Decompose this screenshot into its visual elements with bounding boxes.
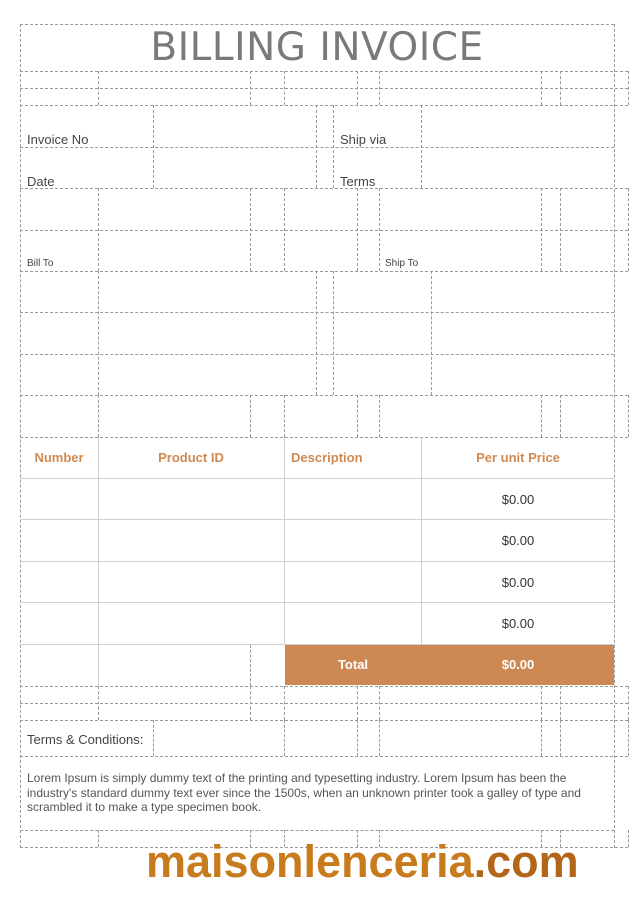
brand-name: maisonlenceria bbox=[146, 836, 474, 887]
terms-text: Lorem Ipsum is simply dummy text of the printing and typesetting industry. Lorem Ipsum has been the industry's standard dummy text ever since the 1500s, when an unknown printer took a galley of type and scrambled it to make a type specimen book. bbox=[27, 771, 581, 814]
invoice-no-field[interactable] bbox=[154, 106, 316, 147]
total-label: Total bbox=[337, 657, 369, 672]
price-cell[interactable]: $0.00 bbox=[501, 492, 535, 507]
header-number: Number bbox=[34, 450, 84, 465]
date-label: Date bbox=[27, 174, 55, 189]
price-cell[interactable]: $0.00 bbox=[501, 575, 535, 590]
brand-suffix: .com bbox=[473, 836, 579, 887]
header-unit-price: Per unit Price bbox=[476, 450, 560, 465]
price-cell[interactable]: $0.00 bbox=[501, 533, 535, 548]
brand-watermark bbox=[146, 836, 579, 888]
header-description: Description bbox=[291, 450, 363, 465]
terms-field[interactable] bbox=[422, 148, 614, 188]
ship-via-label: Ship via bbox=[340, 132, 387, 147]
invoice-no-label: Invoice No bbox=[27, 132, 89, 147]
total-value: $0.00 bbox=[501, 657, 535, 672]
ship-via-field[interactable] bbox=[422, 106, 614, 147]
terms-label: Terms bbox=[340, 174, 376, 189]
header-product-id: Product ID bbox=[158, 450, 224, 465]
invoice-title: BILLING INVOICE bbox=[150, 25, 484, 70]
bill-to-label: Bill To bbox=[27, 258, 54, 269]
date-field[interactable] bbox=[154, 148, 316, 188]
price-cell[interactable]: $0.00 bbox=[501, 616, 535, 631]
terms-conditions-label: Terms & Conditions: bbox=[27, 732, 144, 747]
ship-to-label: Ship To bbox=[385, 258, 419, 269]
